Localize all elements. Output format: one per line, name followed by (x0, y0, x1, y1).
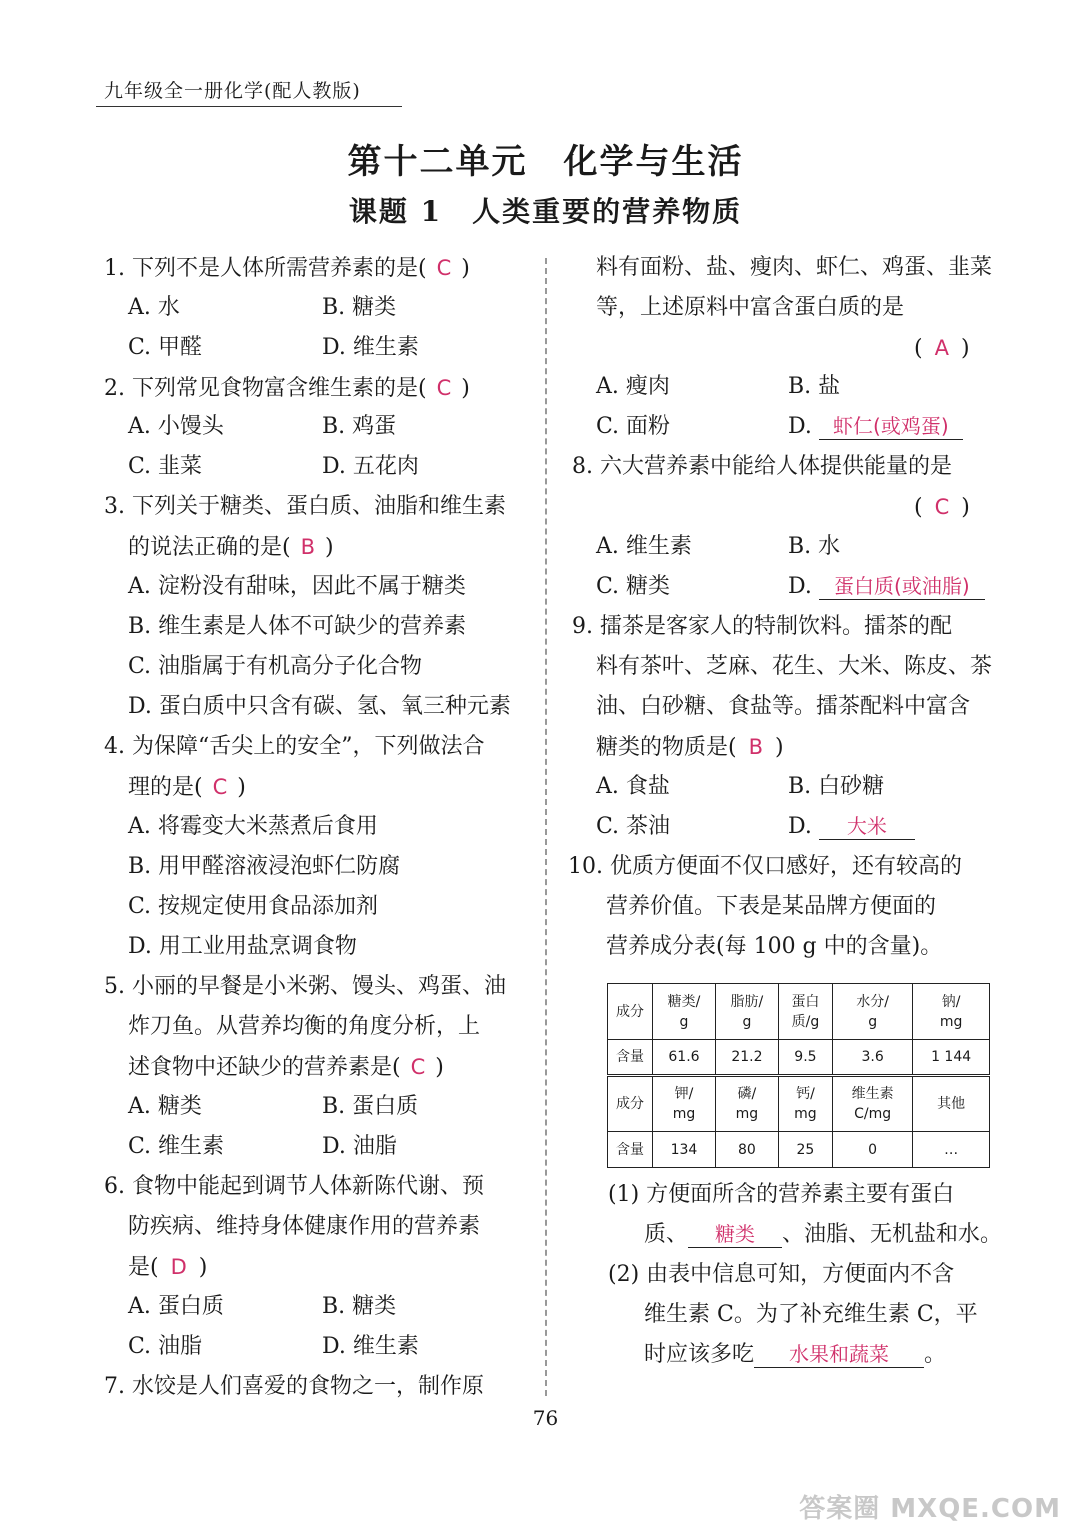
q10-stem-line3: 营养成分表(每 100 g 中的含量)。 (606, 934, 943, 959)
q4-option-a: A. 将霉变大米蒸煮后食用 (128, 814, 378, 839)
q3-option-a: A. 淀粉没有甜味，因此不属于糖类 (128, 574, 466, 599)
q8-answer: C (934, 495, 950, 519)
q7-stem-line1: 7. 水饺是人们喜爱的食物之一，制作原 (104, 1374, 484, 1399)
q10-sub1-fill: 糖类 (688, 1221, 782, 1248)
q5-option-c: C. 维生素 (128, 1134, 225, 1159)
q3-option-b: B. 维生素是人体不可缺少的营养素 (128, 614, 467, 639)
q5-option-d: D. 油脂 (322, 1134, 397, 1159)
table-cell: 成分 (608, 984, 653, 1040)
table-cell: 9.5 (778, 1040, 832, 1076)
q6-stem-line1: 6. 食物中能起到调节人体新陈代谢、预 (104, 1174, 484, 1199)
table-cell: 1 144 (913, 1040, 990, 1076)
q8-option-b: B. 水 (788, 534, 841, 559)
table-cell: … (913, 1132, 990, 1168)
table-cell: 其他 (913, 1076, 990, 1132)
q9-answer: B (748, 735, 764, 759)
table-row (608, 984, 990, 1040)
q7-option-c: C. 面粉 (596, 414, 671, 439)
table-cell: 脂肪/ g (715, 984, 778, 1040)
q2-answer: C (436, 376, 452, 400)
table-cell: 含量 (608, 1132, 653, 1168)
page-number: 76 (532, 1406, 559, 1430)
q6-option-a: A. 蛋白质 (128, 1294, 224, 1319)
table-cell: 糖类/ g (653, 984, 716, 1040)
q7-option-d-fill: 虾仁(或鸡蛋) (819, 413, 963, 440)
table-cell: 80 (715, 1132, 778, 1168)
q10-stem-line2: 营养价值。下表是某品牌方便面的 (606, 894, 937, 919)
table-cell: 磷/ mg (715, 1076, 778, 1132)
q3-stem-line1: 3. 下列关于糖类、蛋白质、油脂和维生素 (104, 494, 506, 519)
q1-option-b: B. 糖类 (322, 295, 397, 320)
q10-sub2-line3: 时应该多吃 水果和蔬菜 。 (644, 1342, 947, 1367)
table-cell: 钾/ mg (653, 1076, 716, 1132)
q10-sub1-line2: 质、 糖类 、油脂、无机盐和水。 (644, 1222, 1003, 1247)
table-cell: 钙/ mg (778, 1076, 832, 1132)
lesson-title: 课题 1 人类重要的营养物质 (348, 195, 743, 228)
q10-sub2-fill: 水果和蔬菜 (754, 1341, 924, 1368)
table-cell: 61.6 (653, 1040, 716, 1076)
q2-option-b: B. 鸡蛋 (322, 414, 397, 439)
table-row (608, 1040, 990, 1076)
q9-option-d-fill: 大米 (819, 813, 915, 840)
q7-stem-line3: 等，上述原料中富含蛋白质的是 (596, 295, 905, 320)
table-row (608, 1132, 990, 1168)
q10-sub1-line1: (1) 方便面所含的营养素主要有蛋白 (608, 1182, 955, 1207)
header-rule (96, 106, 402, 107)
q5-stem-line2: 炸刀鱼。从营养均衡的角度分析，上 (128, 1014, 481, 1039)
q8-option-d-fill: 蛋白质(或油脂) (819, 573, 985, 600)
table-cell: 0 (833, 1132, 913, 1168)
q6-option-d: D. 维生素 (322, 1334, 419, 1359)
column-divider (545, 258, 547, 1396)
table-cell: 21.2 (715, 1040, 778, 1076)
q4-option-c: C. 按规定使用食品添加剂 (128, 894, 379, 919)
table-cell: 蛋白 质/g (778, 984, 832, 1040)
q7-answer-bracket: ( A ) (914, 336, 970, 361)
table-cell: 钠/ mg (913, 984, 990, 1040)
q3-answer: B (300, 535, 316, 559)
q9-stem-line3: 油、白砂糖、食盐等。擂茶配料中富含 (596, 694, 971, 719)
nutrition-table (607, 983, 990, 1168)
table-cell: 134 (653, 1132, 716, 1168)
q8-option-d: D. 蛋白质(或油脂) (788, 572, 985, 602)
q5-answer: C (410, 1055, 426, 1079)
table-cell: 维生素 C/mg (833, 1076, 913, 1132)
q4-option-b: B. 用甲醛溶液浸泡虾仁防腐 (128, 854, 401, 879)
q9-option-b: B. 白砂糖 (788, 774, 885, 799)
q8-option-a: A. 维生素 (596, 534, 692, 559)
table-row (608, 1076, 990, 1132)
q4-option-d: D. 用工业用盐烹调食物 (128, 934, 357, 959)
q7-stem-line2: 料有面粉、盐、瘦肉、虾仁、鸡蛋、韭菜 (596, 255, 993, 280)
q7-answer: A (934, 336, 949, 360)
watermark: 答案圈 MXQE.COM (799, 1494, 1061, 1524)
q8-answer-bracket: ( C ) (914, 495, 970, 520)
table-cell: 25 (778, 1132, 832, 1168)
table-cell: 含量 (608, 1040, 653, 1076)
q1-stem: 1. 下列不是人体所需营养素的是( C ) (104, 256, 470, 281)
q8-option-c: C. 糖类 (596, 574, 671, 599)
q10-sub2-line2: 维生素 C。为了补充维生素 C，平 (644, 1302, 978, 1327)
q2-stem: 2. 下列常见食物富含维生素的是( C ) (104, 376, 470, 401)
unit-title: 第十二单元 化学与生活 (347, 142, 744, 182)
q5-stem-line3: 述食物中还缺少的营养素是( C ) (128, 1055, 444, 1080)
q6-answer: D (170, 1255, 187, 1279)
q9-stem-line1: 9. 擂茶是客家人的特制饮料。擂茶的配 (572, 614, 952, 639)
q4-stem-line2: 理的是( C ) (128, 775, 246, 800)
q5-stem-line1: 5. 小丽的早餐是小米粥、馒头、鸡蛋、油 (104, 974, 506, 999)
table-cell: 3.6 (833, 1040, 913, 1076)
q9-stem-line4: 糖类的物质是( B ) (596, 735, 784, 760)
q10-sub2-line1: (2) 由表中信息可知，方便面内不含 (608, 1262, 955, 1287)
q6-option-b: B. 糖类 (322, 1294, 397, 1319)
book-header: 九年级全一册化学(配人教版) (104, 80, 361, 102)
q1-answer: C (436, 256, 452, 280)
q2-option-a: A. 小馒头 (128, 414, 224, 439)
table-cell: 成分 (608, 1076, 653, 1132)
q6-option-c: C. 油脂 (128, 1334, 203, 1359)
q2-option-c: C. 韭菜 (128, 454, 203, 479)
q7-option-d: D. 虾仁(或鸡蛋) (788, 412, 963, 442)
q1-option-a: A. 水 (128, 295, 180, 320)
table-cell: 水分/ g (833, 984, 913, 1040)
q5-option-b: B. 蛋白质 (322, 1094, 419, 1119)
q9-stem-line2: 料有茶叶、芝麻、花生、大米、陈皮、茶 (596, 654, 993, 679)
q1-option-c: C. 甲醛 (128, 335, 203, 360)
q6-stem-line3: 是( D ) (128, 1255, 208, 1280)
q2-option-d: D. 五花肉 (322, 454, 419, 479)
q4-stem-line1: 4. 为保障“舌尖上的安全”，下列做法合 (104, 734, 485, 759)
q7-option-b: B. 盐 (788, 374, 841, 399)
q9-option-d: D. 大米 (788, 812, 915, 842)
q3-option-c: C. 油脂属于有机高分子化合物 (128, 654, 423, 679)
q1-option-d: D. 维生素 (322, 335, 419, 360)
q10-stem-line1: 10. 优质方便面不仅口感好，还有较高的 (568, 854, 962, 879)
q6-stem-line2: 防疾病、维持身体健康作用的营养素 (128, 1214, 481, 1239)
q8-stem: 8. 六大营养素中能给人体提供能量的是 (572, 454, 952, 479)
q9-option-a: A. 食盐 (596, 774, 670, 799)
q5-option-a: A. 糖类 (128, 1094, 202, 1119)
q3-stem-line2: 的说法正确的是( B ) (128, 535, 334, 560)
q4-answer: C (212, 775, 228, 799)
q3-option-d: D. 蛋白质中只含有碳、氢、氧三种元素 (128, 694, 511, 719)
q7-option-a: A. 瘦肉 (596, 374, 670, 399)
q9-option-c: C. 茶油 (596, 814, 671, 839)
